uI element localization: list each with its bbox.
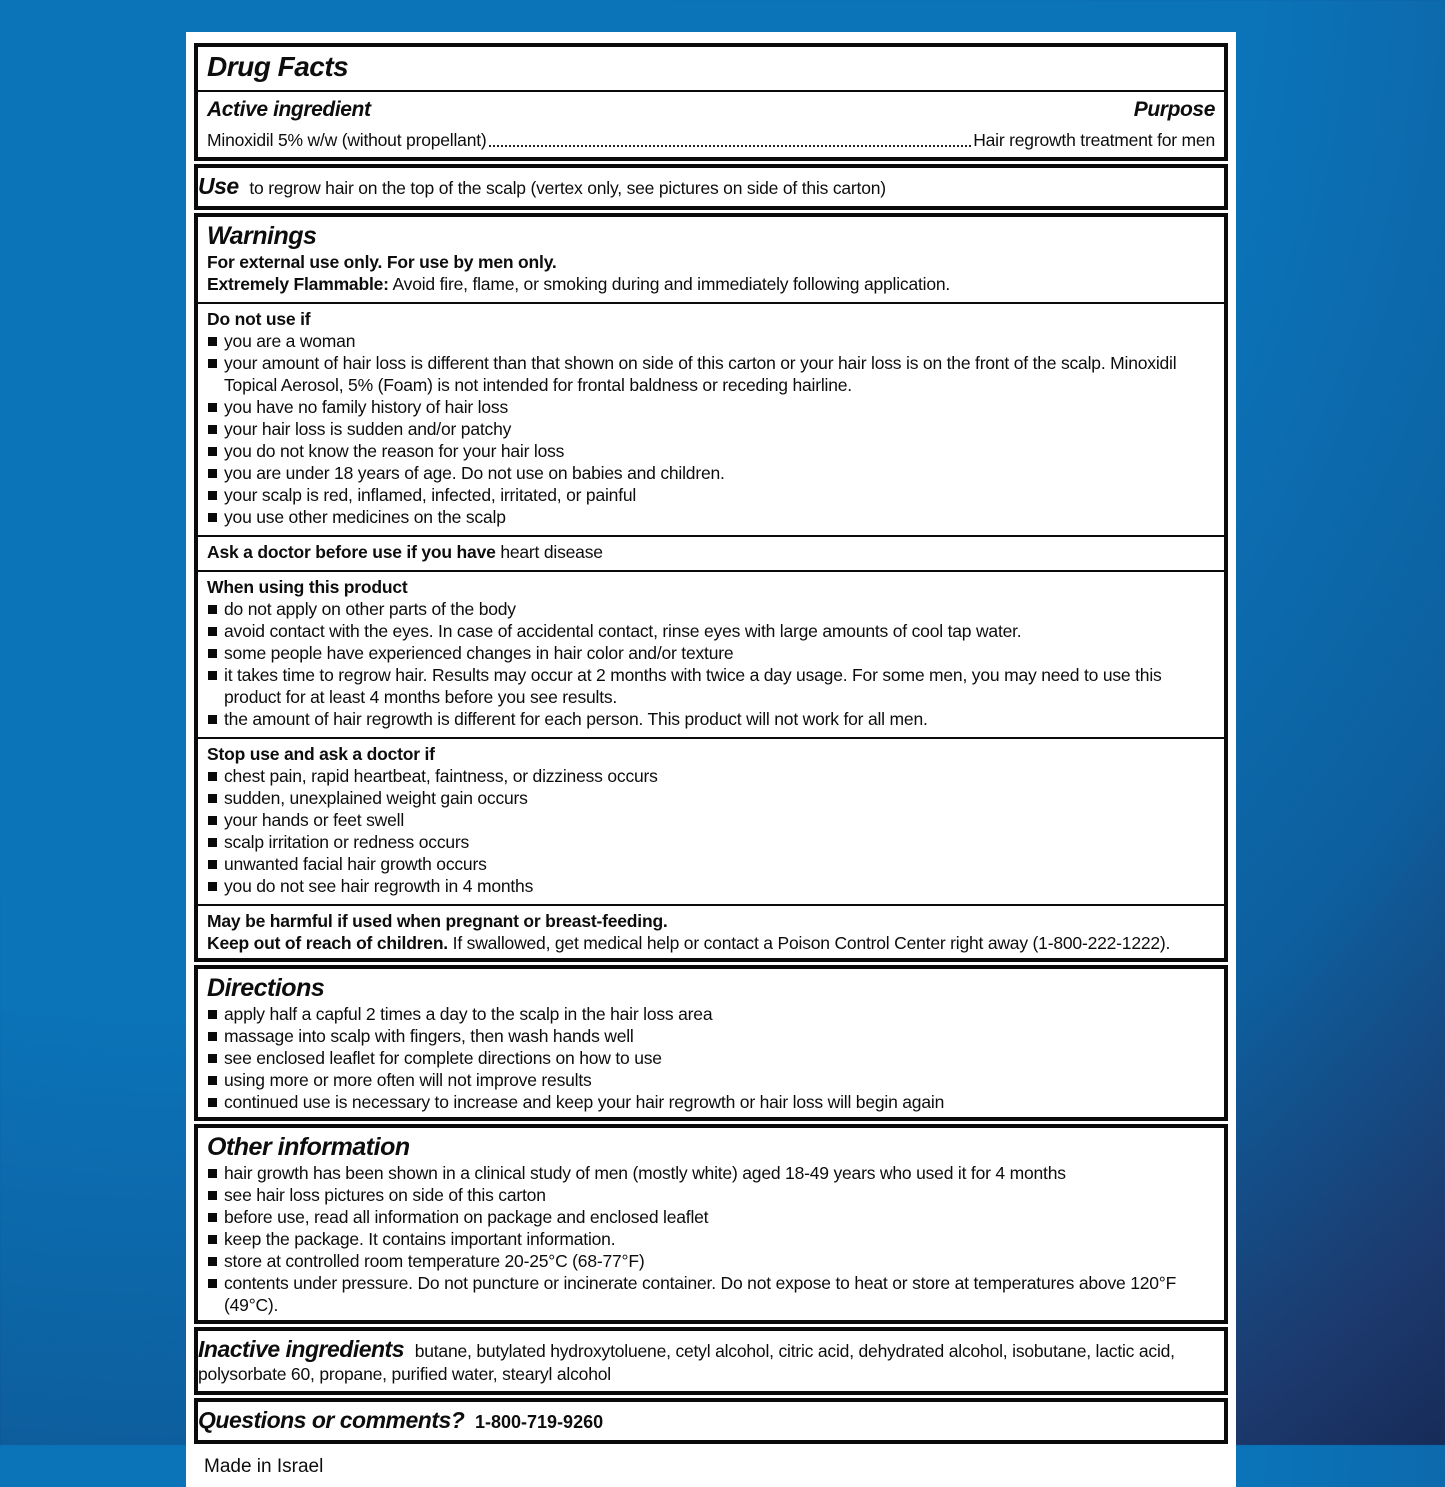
when-using-heading: When using this product [207, 577, 408, 597]
stop-use-block [198, 741, 1224, 901]
use-row [198, 168, 1224, 206]
bullet-square-icon [208, 1169, 217, 1178]
bullet-item [207, 1228, 1215, 1250]
bullet-text: chest pain, rapid heartbeat, faintness, or dizziness occurs [224, 766, 658, 786]
bullet-square-icon [208, 1257, 217, 1266]
bullet-text: it takes time to regrow hair. Results may occur at 2 months with twice a day usage. For some men, you may need to use this product for at least 4 months before you see results. [224, 665, 1162, 707]
flammable-label: Extremely Flammable: [207, 274, 389, 294]
bullet-text: before use, read all information on package and enclosed leaflet [224, 1207, 709, 1227]
section-questions [194, 1398, 1228, 1444]
bullet-text: some people have experienced changes in hair color and/or texture [224, 643, 734, 663]
bullet-text: the amount of hair regrowth is different for each person. This product will not work for all men. [224, 709, 928, 729]
pregnancy-block [198, 908, 1224, 958]
use-heading: Use [198, 173, 239, 199]
section-use [194, 164, 1228, 210]
bullet-square-icon [208, 403, 217, 412]
bullet-text: your scalp is red, inflamed, infected, irritated, or painful [224, 485, 637, 505]
ask-doctor-label: Ask a doctor before use if you have [207, 542, 496, 562]
bullet-square-icon [208, 1032, 217, 1041]
keep-out-row [207, 932, 1215, 954]
bullet-text: you do not see hair regrowth in 4 months [224, 876, 534, 896]
warnings-divider [198, 904, 1224, 906]
bullet-square-icon [208, 513, 217, 522]
stop-use-list [207, 765, 1215, 897]
bullet-text: massage into scalp with fingers, then wash hands well [224, 1026, 634, 1046]
bullet-item [207, 664, 1215, 708]
section-inactive-ingredients [194, 1327, 1228, 1395]
pregnant-warning-text: May be harmful if used when pregnant or breast-feeding. [207, 911, 668, 931]
bullet-square-icon [208, 1235, 217, 1244]
bullet-text: store at controlled room temperature 20-25°C (68-77°F) [224, 1251, 645, 1271]
bullet-text: using more or more often will not improve results [224, 1070, 592, 1090]
ask-doctor-row [198, 539, 1224, 567]
bullet-item [207, 330, 1215, 352]
bullet-text: do not apply on other parts of the body [224, 599, 516, 619]
ask-doctor-text: heart disease [500, 542, 603, 562]
bullet-item [207, 1047, 1215, 1069]
use-text: to regrow hair on the top of the scalp (vertex only, see pictures on side of this carton) [249, 178, 886, 198]
bullet-square-icon [208, 1279, 217, 1288]
bullet-text: see enclosed leaflet for complete directions on how to use [224, 1048, 662, 1068]
bullet-item [207, 809, 1215, 831]
bullet-item [207, 1162, 1215, 1184]
flammable-text-row [207, 273, 1215, 295]
bullet-text: you do not know the reason for your hair loss [224, 441, 565, 461]
bullet-text: continued use is necessary to increase and keep your hair regrowth or hair loss will begin again [224, 1092, 945, 1112]
bullet-square-icon [208, 838, 217, 847]
flammable-text: Avoid fire, flame, or smoking during and immediately following application. [392, 274, 951, 294]
bullet-item [207, 1184, 1215, 1206]
bullet-item [207, 598, 1215, 620]
other-information-block [198, 1128, 1224, 1320]
keep-out-text: If swallowed, get medical help or contact a Poison Control Center right away (1-800-222-1222). [452, 933, 1171, 953]
other-information-heading: Other information [207, 1133, 410, 1161]
bullet-square-icon [208, 882, 217, 891]
bullet-square-icon [208, 605, 217, 614]
bullet-item [207, 418, 1215, 440]
made-in-text: Made in Israel [204, 1456, 324, 1477]
bullet-square-icon [208, 1098, 217, 1107]
bullet-item [207, 1250, 1215, 1272]
bullet-item [207, 1206, 1215, 1228]
bullet-square-icon [208, 359, 217, 368]
warnings-heading: Warnings [207, 222, 317, 250]
dotted-leader [489, 145, 972, 147]
bullet-item [207, 620, 1215, 642]
do-not-use-block [198, 306, 1224, 532]
active-ingredient-header-row [198, 95, 1224, 127]
bullet-square-icon [208, 469, 217, 478]
directions-block [198, 969, 1224, 1117]
inactive-ingredients-row [198, 1331, 1224, 1391]
bullet-text: contents under pressure. Do not puncture or incinerate container. Do not expose to heat or store at temperatures above 120°F (49°C). [224, 1273, 1177, 1315]
bullet-text: unwanted facial hair growth occurs [224, 854, 487, 874]
bullet-square-icon [208, 715, 217, 724]
directions-heading: Directions [207, 974, 325, 1002]
bullet-text: your hands or feet swell [224, 810, 405, 830]
bullet-square-icon [208, 425, 217, 434]
warnings-divider [198, 535, 1224, 537]
active-ingredient-row [198, 127, 1224, 157]
bullet-square-icon [208, 447, 217, 456]
bullet-item [207, 484, 1215, 506]
bullet-text: hair growth has been shown in a clinical study of men (mostly white) aged 18-49 years who used it for 4 months [224, 1163, 1066, 1183]
bullet-item [207, 1272, 1215, 1316]
active-ingredient-heading: Active ingredient [207, 98, 371, 121]
title-divider [198, 90, 1224, 92]
bullet-square-icon [208, 627, 217, 636]
section-other-information [194, 1124, 1228, 1324]
bullet-item [207, 352, 1215, 396]
bullet-text: you have no family history of hair loss [224, 397, 509, 417]
purpose-value: Hair regrowth treatment for men [973, 130, 1215, 150]
do-not-use-list [207, 330, 1215, 528]
warnings-divider [198, 737, 1224, 739]
bullet-item [207, 396, 1215, 418]
bullet-square-icon [208, 1191, 217, 1200]
bullet-text: keep the package. It contains important information. [224, 1229, 616, 1249]
warnings-intro [198, 217, 1224, 299]
drug-facts-panel [186, 32, 1236, 1487]
active-ingredient-name: Minoxidil 5% w/w (without propellant) [207, 130, 487, 150]
bullet-square-icon [208, 671, 217, 680]
bullet-square-icon [208, 1054, 217, 1063]
bullet-item [207, 1091, 1215, 1113]
bullet-item [207, 1003, 1215, 1025]
bullet-square-icon [208, 491, 217, 500]
bullet-item [207, 787, 1215, 809]
bullet-item [207, 831, 1215, 853]
bullet-text: scalp irritation or redness occurs [224, 832, 470, 852]
bullet-item [207, 875, 1215, 897]
questions-phone-number: 1-800-719-9260 [475, 1412, 604, 1432]
inactive-ingredients-heading: Inactive ingredients [198, 1336, 405, 1362]
bullet-item [207, 462, 1215, 484]
warnings-divider [198, 302, 1224, 304]
bullet-item [207, 642, 1215, 664]
other-information-list [207, 1162, 1215, 1316]
external-use-text: For external use only. For use by men only. [207, 252, 557, 272]
bullet-square-icon [208, 1076, 217, 1085]
bullet-square-icon [208, 794, 217, 803]
bullet-item [207, 765, 1215, 787]
bullet-item [207, 1069, 1215, 1091]
section-warnings [194, 213, 1228, 962]
warnings-divider [198, 570, 1224, 572]
bullet-item [207, 708, 1215, 730]
bullet-text: your amount of hair loss is different than that shown on side of this carton or your hair loss is on the front of the scalp. Minoxidil Topical Aerosol, 5% (Foam) is not intended for frontal baldness or receding hairline. [224, 353, 1177, 395]
bullet-text: you are a woman [224, 331, 356, 351]
bullet-square-icon [208, 860, 217, 869]
bullet-text: you use other medicines on the scalp [224, 507, 506, 527]
do-not-use-heading: Do not use if [207, 309, 311, 329]
purpose-heading: Purpose [1133, 98, 1215, 121]
questions-heading: Questions or comments? [198, 1407, 465, 1433]
section-directions [194, 965, 1228, 1121]
bullet-square-icon [208, 816, 217, 825]
bullet-square-icon [208, 1010, 217, 1019]
questions-row [198, 1402, 1224, 1440]
bullet-item [207, 853, 1215, 875]
drug-facts-title: Drug Facts [207, 51, 349, 82]
bullet-square-icon [208, 337, 217, 346]
bullet-item [207, 1025, 1215, 1047]
keep-out-label: Keep out of reach of children. [207, 933, 448, 953]
bullet-square-icon [208, 1213, 217, 1222]
bullet-text: sudden, unexplained weight gain occurs [224, 788, 528, 808]
directions-list [207, 1003, 1215, 1113]
when-using-block [198, 574, 1224, 734]
bullet-square-icon [208, 772, 217, 781]
bullet-text: you are under 18 years of age. Do not use on babies and children. [224, 463, 725, 483]
stop-use-heading: Stop use and ask a doctor if [207, 744, 435, 764]
bullet-item [207, 440, 1215, 462]
inactive-ingredients-text: butane, butylated hydroxytoluene, cetyl alcohol, citric acid, dehydrated alcohol, isobutane, lactic acid, polysorbate 60, propane, purified water, stearyl alcohol [198, 1341, 1175, 1384]
section-title-active-ingredient [194, 43, 1228, 161]
bullet-square-icon [208, 649, 217, 658]
bullet-text: apply half a capful 2 times a day to the scalp in the hair loss area [224, 1004, 713, 1024]
bullet-item [207, 506, 1215, 528]
bullet-text: see hair loss pictures on side of this carton [224, 1185, 546, 1205]
when-using-list [207, 598, 1215, 730]
bullet-text: your hair loss is sudden and/or patchy [224, 419, 512, 439]
bullet-text: avoid contact with the eyes. In case of accidental contact, rinse eyes with large amounts of cool tap water. [224, 621, 1022, 641]
